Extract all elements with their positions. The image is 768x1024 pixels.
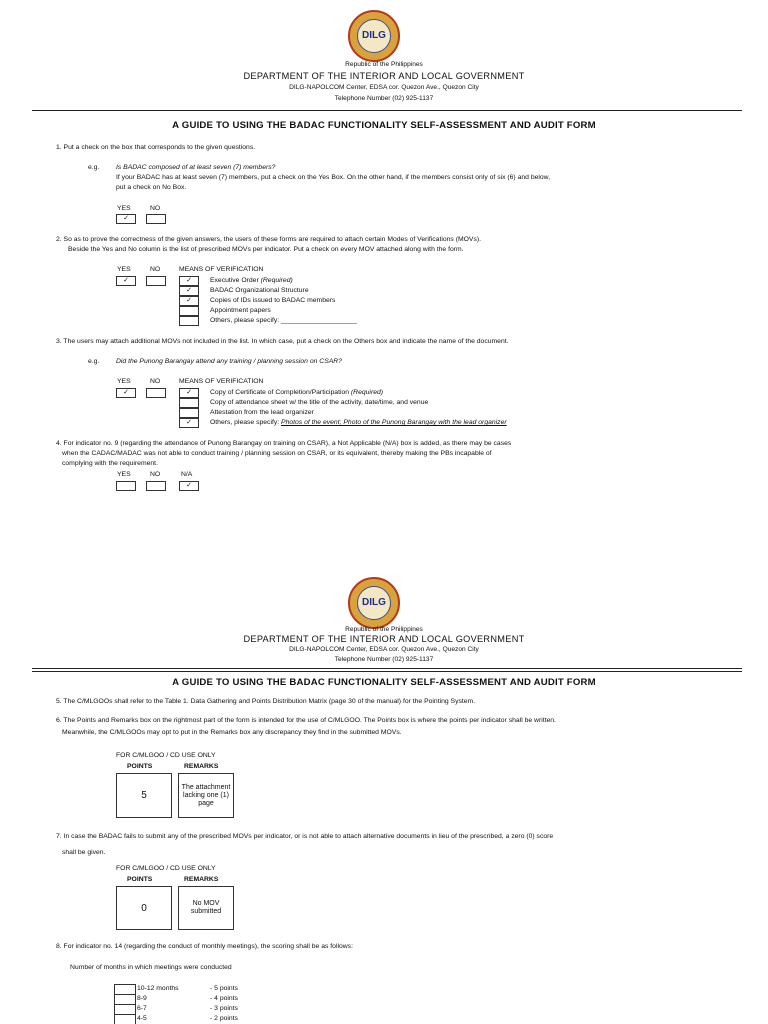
- item-5-text: 5. The C/MLGOOs shall refer to the Table 1. Data Gathering and Points Distribution Matrix (page 30 of the manual) for the Pointing System.: [56, 698, 476, 705]
- mov-checkbox[interactable]: ✓: [179, 418, 199, 428]
- item-4-line-3: complying with the requirement.: [62, 460, 158, 467]
- republic-line: Republic of the Philippines: [345, 61, 423, 68]
- points-label: - 2 points: [210, 1015, 238, 1022]
- points-label: - 5 points: [210, 985, 238, 992]
- mov-header: MEANS OF VERIFICATION: [179, 378, 264, 385]
- yes-checkbox[interactable]: ✓: [116, 388, 136, 398]
- for-use-label: FOR C/MLGOO / CD USE ONLY: [116, 865, 216, 872]
- item-3-eg: e.g.: [88, 358, 100, 365]
- row-divider: [114, 1014, 136, 1015]
- points-box[interactable]: 5: [116, 773, 172, 818]
- points-label: - 3 points: [210, 1005, 238, 1012]
- item-1-explanation-2: put a check on No Box.: [116, 184, 187, 191]
- mov-label: Copy of Certificate of Completion/Participation (Required): [210, 389, 384, 396]
- department-name: DEPARTMENT OF THE INTERIOR AND LOCAL GOVERNMENT: [243, 71, 525, 81]
- no-label: NO: [150, 266, 161, 273]
- mov-label: BADAC Organizational Structure: [210, 287, 309, 294]
- yes-label: YES: [117, 471, 131, 478]
- mov-checkbox[interactable]: ✓: [179, 286, 199, 296]
- yes-checkbox[interactable]: ✓: [116, 276, 136, 286]
- item-1-explanation-1: If your BADAC has at least seven (7) members, put a check on the Yes Box. On the other hand, if the members consist only of six (6) and below,: [116, 174, 551, 181]
- months-label: 4-5: [137, 1015, 147, 1022]
- remarks-box[interactable]: The attachment lacking one (1) page: [178, 773, 234, 818]
- dilg-seal-logo: [348, 577, 400, 629]
- header-divider: [32, 671, 742, 672]
- mov-checkbox[interactable]: ✓: [179, 276, 199, 286]
- no-label: NO: [150, 205, 161, 212]
- item-3-line-1: 3. The users may attach additional MOVs not included in the list. In which case, put a check on the Others box and indicate the name of the document.: [56, 338, 509, 345]
- dilg-seal-logo: [348, 10, 400, 62]
- months-label: 6-7: [137, 1005, 147, 1012]
- months-label: 8-9: [137, 995, 147, 1002]
- mov-checkbox[interactable]: [179, 408, 199, 418]
- item-4-line-1: 4. For indicator no. 9 (regarding the attendance of Punong Barangay on training on CSAR), a Not Applicable (N/A) box is added, as there may be cases: [56, 440, 512, 447]
- row-divider: [114, 1004, 136, 1005]
- row-divider: [114, 994, 136, 995]
- item-1-text: 1. Put a check on the box that corresponds to the given questions.: [56, 144, 256, 151]
- no-checkbox[interactable]: [146, 388, 166, 398]
- seal-text: DILG: [357, 586, 391, 620]
- mov-label: Appointment papers: [210, 307, 271, 314]
- item-8-line-1: 8. For indicator no. 14 (regarding the conduct of monthly meetings), the scoring shall be as follows:: [56, 943, 353, 950]
- yes-checkbox[interactable]: ✓: [116, 214, 136, 224]
- item-1-eg: e.g.: [88, 164, 100, 171]
- page-title: A GUIDE TO USING THE BADAC FUNCTIONALITY SELF-ASSESSMENT AND AUDIT FORM: [172, 677, 596, 688]
- no-label: NO: [150, 471, 161, 478]
- for-use-label: FOR C/MLGOO / CD USE ONLY: [116, 752, 216, 759]
- remarks-box[interactable]: No MOV submitted: [178, 886, 234, 930]
- mov-checkbox[interactable]: [179, 316, 199, 326]
- item-2-line-1: 2. So as to prove the correctness of the given answers, the users of these forms are required to attach certain Modes of Verifications (MOVs).: [56, 236, 482, 243]
- mov-label: Others, please specify: Photos of the event; Photo of the Punong Barangay with the lead organizer: [210, 419, 507, 426]
- republic-line: Republic of the Philippines: [345, 626, 423, 633]
- item-8-line-2: Number of months in which meetings were conducted: [70, 964, 232, 971]
- mov-label: Copy of attendance sheet w/ the title of the activity, date/time, and venue: [210, 399, 429, 406]
- yes-label: YES: [117, 205, 131, 212]
- header-divider: [32, 110, 742, 111]
- points-label: - 4 points: [210, 995, 238, 1002]
- seal-text: DILG: [357, 19, 391, 53]
- no-label: NO: [150, 378, 161, 385]
- points-header: POINTS: [127, 763, 153, 770]
- no-checkbox[interactable]: [146, 214, 166, 224]
- item-7-line-1: 7. In case the BADAC fails to submit any of the prescribed MOVs per indicator, or is not able to attach alternative documents in lieu of the prescribed, a zero (0) score: [56, 833, 554, 840]
- remarks-header: REMARKS: [184, 876, 219, 883]
- item-7-line-2: shall be given.: [62, 849, 106, 856]
- months-label: 10-12 months: [137, 985, 179, 992]
- mov-label: Others, please specify: ____________________: [210, 317, 357, 324]
- item-2-line-2: Beside the Yes and No column is the list of prescribed MOVs per indicator. Put a check on every MOV attached along with the form.: [68, 246, 464, 253]
- mov-checkbox[interactable]: ✓: [179, 296, 199, 306]
- mov-label: Attestation from the lead organizer: [210, 409, 314, 416]
- yes-label: YES: [117, 378, 131, 385]
- mov-checkbox[interactable]: ✓: [179, 388, 199, 398]
- address-line: DILG-NAPOLCOM Center, EDSA cor. Quezon Ave., Quezon City: [289, 646, 479, 653]
- item-6-line-2: Meanwhile, the C/MLGOOs may opt to put in the Remarks box any discrepancy they find in the submitted MOVs.: [62, 729, 402, 736]
- no-checkbox[interactable]: [146, 481, 166, 491]
- points-header: POINTS: [127, 876, 153, 883]
- yes-label: YES: [117, 266, 131, 273]
- remarks-header: REMARKS: [184, 763, 219, 770]
- no-checkbox[interactable]: [146, 276, 166, 286]
- page-title: A GUIDE TO USING THE BADAC FUNCTIONALITY SELF-ASSESSMENT AND AUDIT FORM: [172, 120, 596, 131]
- item-4-line-2: when the CADAC/MADAC was not able to conduct training / planning session on CSAR, or its equivalent, thereby making the PBs incapable of: [62, 450, 492, 457]
- mov-label: Executive Order (Required): [210, 277, 293, 284]
- points-box[interactable]: 0: [116, 886, 172, 930]
- na-checkbox[interactable]: ✓: [179, 481, 199, 491]
- item-1-question: Is BADAC composed of at least seven (7) members?: [116, 164, 276, 171]
- department-name: DEPARTMENT OF THE INTERIOR AND LOCAL GOVERNMENT: [243, 634, 525, 644]
- mov-checkbox[interactable]: [179, 306, 199, 316]
- mov-header: MEANS OF VERIFICATION: [179, 266, 264, 273]
- header-divider: [32, 668, 742, 669]
- item-3-question: Did the Punong Barangay attend any training / planning session on CSAR?: [116, 358, 342, 365]
- mov-label: Copies of IDs issued to BADAC members: [210, 297, 336, 304]
- na-label: N/A: [181, 471, 193, 478]
- mov-checkbox[interactable]: [179, 398, 199, 408]
- yes-checkbox[interactable]: [116, 481, 136, 491]
- phone-line: Telephone Number (02) 925-1137: [334, 656, 434, 663]
- item-6-line-1: 6. The Points and Remarks box on the rightmost part of the form is intended for the use of C/MLGOO. The Points box is where the points per indicator shall be written.: [56, 717, 556, 724]
- address-line: DILG-NAPOLCOM Center, EDSA cor. Quezon Ave., Quezon City: [289, 84, 479, 91]
- phone-line: Telephone Number (02) 925-1137: [334, 95, 434, 102]
